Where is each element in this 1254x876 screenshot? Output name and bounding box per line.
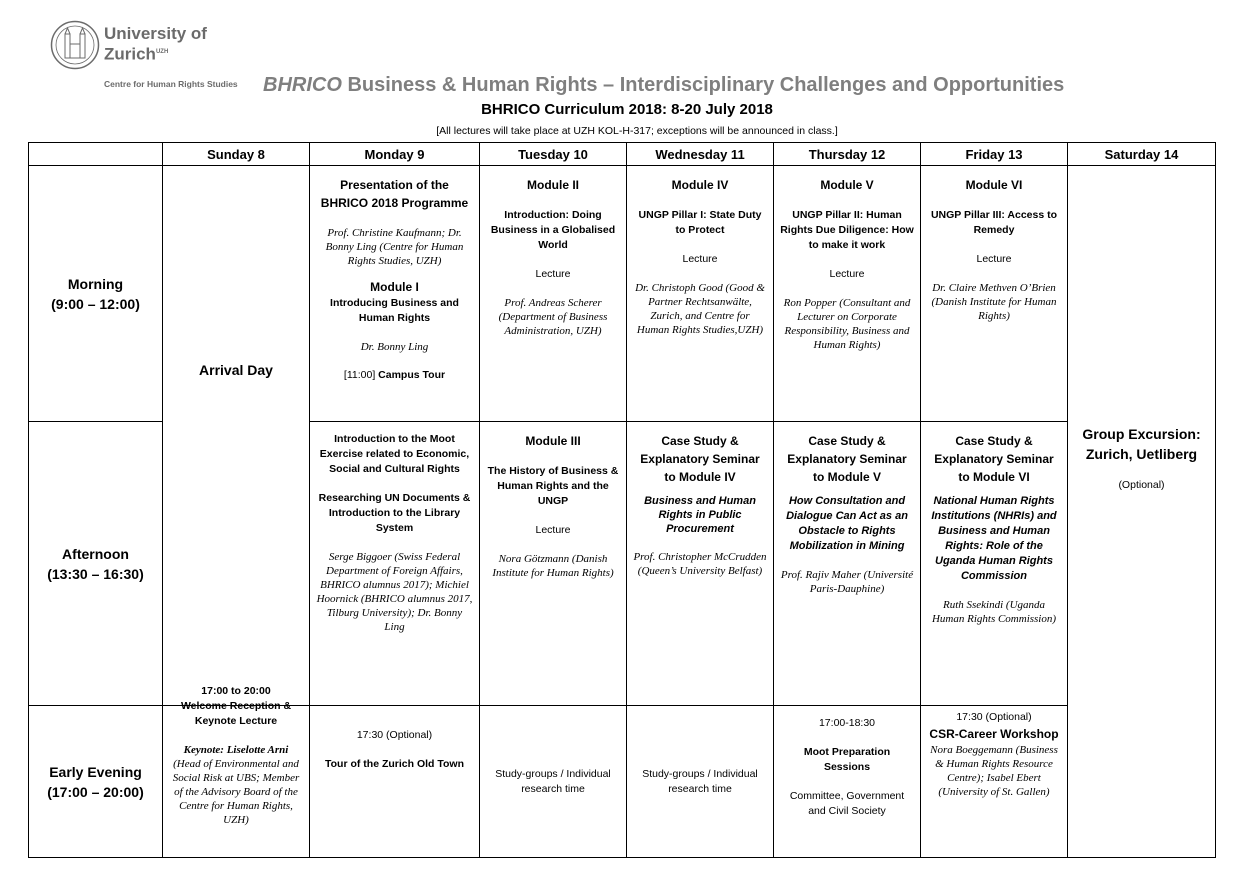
day-header-row [29, 143, 1216, 166]
saturday-excursion-cell: Group Excursion: Zurich, Uetliberg (Optional) [1068, 166, 1216, 858]
row-label-afternoon: Afternoon (13:30 – 16:30) [29, 422, 163, 706]
thursday-morning-cell: Module V UNGP Pillar II: Human Rights Due Diligence: How to make it work Lecture Ron Popper (Consultant and Lecturer on Corporate Responsibility, Business and Human Rights) [774, 166, 921, 422]
tuesday-evening-cell: Study-groups / Individual research time [480, 706, 627, 858]
friday-evening-cell: 17:30 (Optional) CSR-Career Workshop Nora Boeggemann (Business & Human Rights Resource Centre); Isabel Ebert (University of St. Gallen) [921, 706, 1068, 858]
day-header-tuesday: Tuesday 10 [480, 143, 627, 166]
page-title: BHRICO Business & Human Rights – Interdisciplinary Challenges and Opportunities [263, 74, 1065, 96]
university-name: University of Zurich$^{UZH}$ [104, 24, 207, 64]
thursday-afternoon-cell: Case Study & Explanatory Seminar to Module V How Consultation and Dialogue Can Act as an Obstacle to Rights Mobilization in Mining Prof. Rajiv Maher (Université Paris-Dauphine) [774, 422, 921, 706]
day-header-sunday: Sunday 8 [163, 143, 310, 166]
location-note: [All lectures will take place at UZH KOL-H-317; exceptions will be announced in class.] [436, 125, 838, 137]
tuesday-afternoon-cell: Module III The History of Business & Human Rights and the UNGP Lecture Nora Götzmann (Danish Institute for Human Rights) [480, 422, 627, 706]
day-header-thursday: Thursday 12 [774, 143, 921, 166]
friday-morning-cell: Module VI UNGP Pillar III: Access to Remedy Lecture Dr. Claire Methven O’Brien (Danish Institute for Human Rights) [921, 166, 1068, 422]
day-header-monday: Monday 9 [310, 143, 480, 166]
wednesday-afternoon-cell: Case Study & Explanatory Seminar to Module IV Business and Human Rights in Public Procurement Prof. Christopher McCrudden (Queen’s University Belfast) [627, 422, 774, 706]
thursday-evening-cell: 17:00-18:30 Moot Preparation Sessions Committee, Government and Civil Society [774, 706, 921, 858]
day-header-wednesday: Wednesday 11 [627, 143, 774, 166]
evening-row [29, 706, 1216, 858]
centre-name: Centre for Human Rights Studies [104, 79, 238, 89]
row-label-morning: Morning (9:00 – 12:00) [29, 166, 163, 422]
schedule-table [28, 142, 1216, 858]
corner-cell [29, 143, 163, 166]
row-label-evening: Early Evening (17:00 – 20:00) [29, 706, 163, 858]
tuesday-morning-cell: Module II Introduction: Doing Business in a Globalised World Lecture Prof. Andreas Scherer (Department of Business Administration, UZH) [480, 166, 627, 422]
university-seal-icon [50, 20, 100, 70]
arrival-day: Arrival Day [199, 362, 273, 378]
wednesday-evening-cell: Study-groups / Individual research time [627, 706, 774, 858]
morning-row [29, 166, 1216, 422]
day-header-friday: Friday 13 [921, 143, 1068, 166]
friday-afternoon-cell: Case Study & Explanatory Seminar to Module VI National Human Rights Institutions (NHRIs) and Business and Human Rights: Role of the Uganda Human Rights Commission Ruth Ssekindi (Uganda Human Rights Commission) [921, 422, 1068, 706]
curriculum-subtitle: BHRICO Curriculum 2018: 8-20 July 2018 [481, 101, 773, 118]
monday-afternoon-cell: Introduction to the Moot Exercise related to Economic, Social and Cultural Rights Researching UN Documents & Introduction to the Library System Serge Biggoer (Swiss Federal Department of Foreign Affairs, BHRICO alumnus 2017); Michiel Hoornick (BHRICO alumnus 2017, Tilburg University); Dr. Bonny Ling [310, 422, 480, 706]
wednesday-morning-cell: Module IV UNGP Pillar I: State Duty to Protect Lecture Dr. Christoph Good (Good & Partner Rechtsanwälte, Zurich, and Centre for Human Rights Studies,UZH) [627, 166, 774, 422]
monday-morning-cell: Presentation of the BHRICO 2018 Programme Prof. Christine Kaufmann; Dr. Bonny Ling (Centre for Human Rights Studies, UZH) Module I Introducing Business and Human Rights Dr. Bonny Ling [11:00] Campus Tour [310, 166, 480, 422]
monday-evening-cell: 17:30 (Optional) Tour of the Zurich Old Town [310, 706, 480, 858]
day-header-saturday: Saturday 14 [1068, 143, 1216, 166]
sunday-evening-cell: 17:00 to 20:00 Welcome Reception & Keynote Lecture Keynote: Liselotte Arni (Head of Environmental and Social Risk at UBS; Member of the Advisory Board of the Centre for Human Rights, UZH) [163, 706, 310, 858]
sunday-arrival-cell [163, 166, 310, 706]
